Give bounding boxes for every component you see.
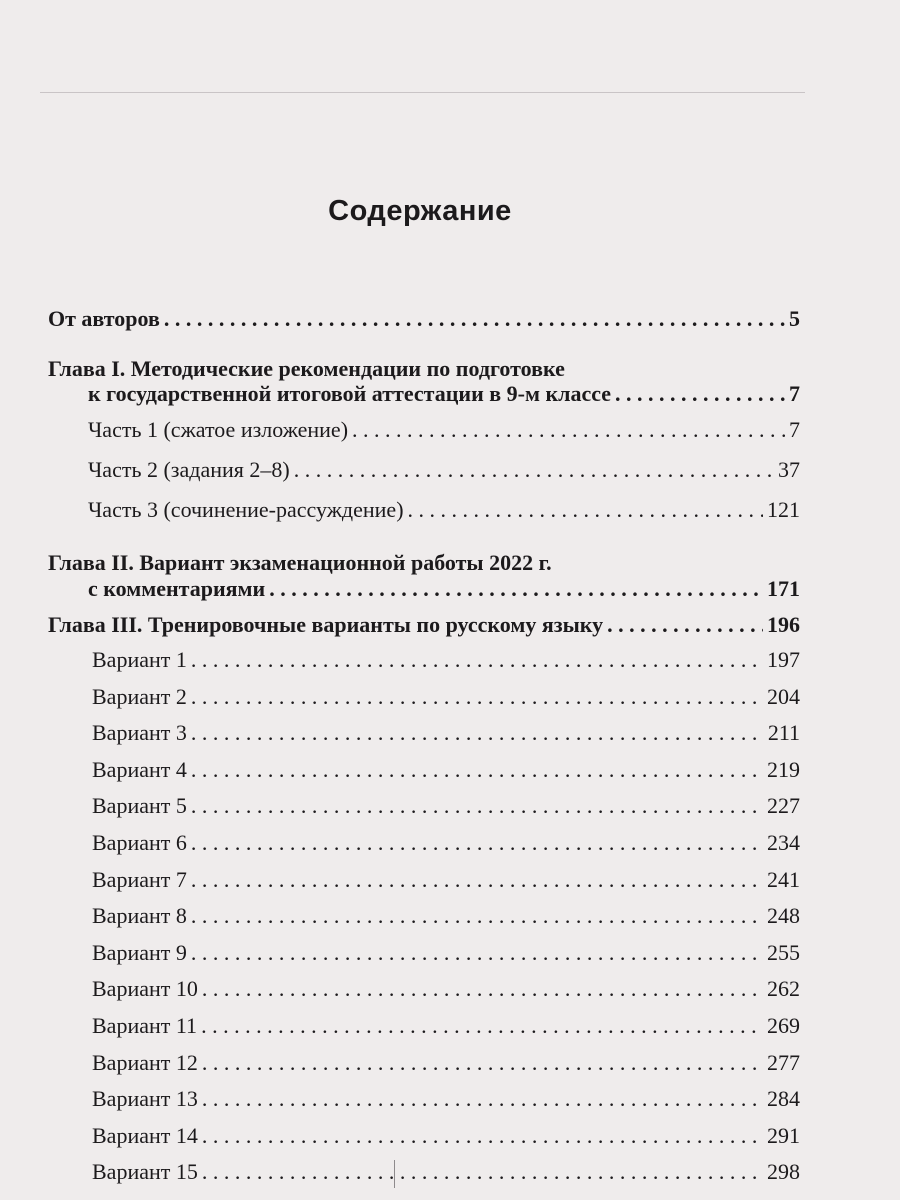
toc-entry-part-2[interactable] — [88, 457, 800, 483]
toc-entry-variant[interactable] — [92, 903, 800, 929]
leader-dots — [191, 757, 763, 783]
toc-label: Вариант 12 — [92, 1049, 198, 1075]
leader-dots — [164, 306, 785, 332]
toc-label: Вариант 3 — [92, 720, 187, 746]
toc-label: Вариант 13 — [92, 1086, 198, 1112]
toc-page: 241 — [767, 866, 800, 892]
toc-page: 171 — [767, 576, 800, 601]
toc-entry-variant[interactable] — [92, 1013, 800, 1039]
leader-dots — [191, 684, 763, 710]
toc-label: Вариант 5 — [92, 793, 187, 819]
toc-label: Вариант 2 — [92, 683, 187, 709]
toc-label: Вариант 10 — [92, 976, 198, 1002]
toc-entry-variant[interactable] — [92, 976, 800, 1002]
toc-entry-authors[interactable] — [48, 306, 800, 332]
toc-page: 227 — [767, 793, 800, 819]
toc-page: 255 — [767, 939, 800, 965]
leader-dots — [607, 612, 763, 638]
toc-entry-variant[interactable] — [92, 1159, 800, 1185]
toc-label: Вариант 8 — [92, 903, 187, 929]
leader-dots — [191, 793, 763, 819]
toc-chapter-2-title: Глава II. Вариант экзаменационной работы 2022 г. — [48, 550, 552, 575]
toc-label: Вариант 11 — [92, 1013, 198, 1038]
toc-entry-variant[interactable] — [92, 830, 800, 856]
toc-page: 121 — [767, 497, 800, 522]
leader-dots — [202, 1159, 763, 1185]
toc-label: Вариант 1 — [92, 647, 187, 672]
leader-dots — [202, 1086, 763, 1112]
toc-page: 37 — [778, 457, 800, 482]
toc-entry-part-1[interactable] — [88, 417, 800, 443]
toc-page: 234 — [767, 830, 800, 855]
toc-entry-part-3[interactable] — [88, 497, 800, 523]
leader-dots — [202, 1123, 763, 1149]
toc-page: 291 — [767, 1122, 800, 1148]
toc-label: к государственной итоговой аттестации в 9-м классе — [88, 381, 612, 406]
toc-entry-variant[interactable] — [92, 720, 800, 746]
toc-page: 7 — [789, 417, 800, 442]
leader-dots — [191, 903, 763, 929]
toc-entry-chapter-3[interactable] — [48, 612, 800, 638]
page-crease — [394, 1160, 395, 1188]
leader-dots — [615, 381, 785, 407]
toc-page: 219 — [767, 756, 800, 782]
toc-page: 204 — [767, 683, 800, 709]
page-header-rule — [40, 92, 805, 93]
leader-dots — [269, 576, 763, 602]
toc-entry-variant[interactable] — [92, 684, 800, 710]
leader-dots — [191, 830, 763, 856]
toc-entry-chapter-1[interactable] — [88, 381, 800, 407]
leader-dots — [202, 976, 763, 1002]
toc-page: 197 — [767, 647, 800, 672]
leader-dots — [352, 417, 785, 443]
toc-page: 196 — [767, 612, 800, 637]
toc-page: 298 — [767, 1159, 800, 1185]
toc-page: 211 — [767, 720, 800, 746]
toc-label: Вариант 7 — [92, 866, 187, 892]
leader-dots — [408, 497, 763, 523]
toc-entry-variant[interactable] — [92, 867, 800, 893]
toc-label: Вариант 14 — [92, 1122, 198, 1148]
toc-page: 262 — [767, 976, 800, 1002]
toc-chapter-1-title: Глава I. Методические рекомендации по подготовке — [48, 356, 565, 381]
toc-page: 5 — [789, 306, 800, 331]
leader-dots — [191, 940, 763, 966]
toc-entry-variant[interactable] — [92, 793, 800, 819]
leader-dots — [191, 720, 764, 746]
toc-label: Вариант 4 — [92, 756, 187, 782]
toc-page: 284 — [767, 1086, 800, 1112]
toc-label: Часть 2 (задания 2–8) — [88, 457, 290, 482]
toc-label: Вариант 9 — [92, 939, 187, 965]
toc-page: 277 — [767, 1049, 800, 1075]
toc-label: Часть 1 (сжатое изложение) — [88, 417, 349, 442]
leader-dots — [294, 457, 774, 483]
toc-label: Глава III. Тренировочные варианты по русскому языку — [48, 612, 604, 637]
toc-entry-variant[interactable] — [92, 647, 800, 673]
leader-dots — [191, 867, 763, 893]
toc-entry-variant[interactable] — [92, 940, 800, 966]
leader-dots — [201, 1013, 763, 1039]
toc-label: с комментариями — [88, 576, 266, 601]
toc-label: Вариант 6 — [92, 830, 187, 855]
toc-entry-variant[interactable] — [92, 1086, 800, 1112]
toc-entry-chapter-2[interactable] — [88, 576, 800, 602]
toc-label: От авторов — [48, 306, 160, 331]
leader-dots — [191, 647, 763, 673]
toc-entry-variant[interactable] — [92, 1050, 800, 1076]
leader-dots — [202, 1050, 763, 1076]
page-title: Содержание — [328, 195, 512, 227]
toc-page: 269 — [767, 1013, 800, 1038]
toc-entry-variant[interactable] — [92, 1123, 800, 1149]
toc-label: Вариант 15 — [92, 1159, 198, 1185]
toc-label: Часть 3 (сочинение-рассуждение) — [88, 497, 404, 522]
toc-page: 7 — [789, 381, 800, 406]
toc-page: 248 — [767, 903, 800, 929]
toc-entry-variant[interactable] — [92, 757, 800, 783]
